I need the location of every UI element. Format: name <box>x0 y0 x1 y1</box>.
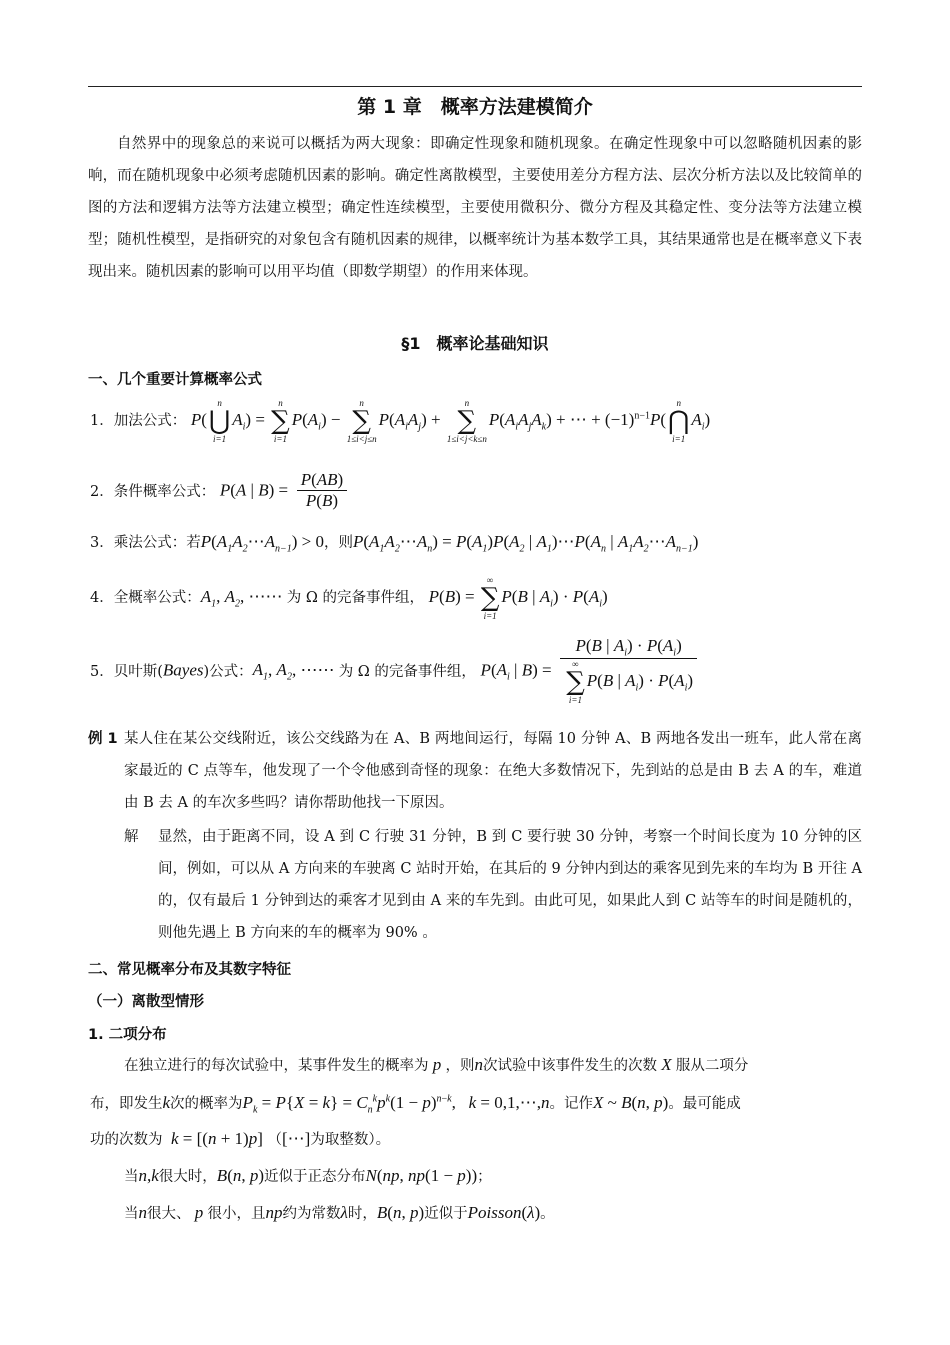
text: 在独立进行的每次试验中，某事件发生的概率为 <box>124 1058 429 1074</box>
text: ，则 <box>445 1058 475 1074</box>
text: 很小，且 <box>207 1206 266 1222</box>
text: 近似于 <box>424 1206 468 1222</box>
binomial-line-2: 布，即发生k次的概率为$P_k = P\{X = k\} = C_n^kp^k(1 - p)^{n-k}$, k = 0,1,⋯,n。记作X ~ B(n, p)。最可能成 <box>90 1093 741 1116</box>
formula-label: 3．乘法公式：若 <box>90 535 201 551</box>
binomial-line-5: 当n很大、 p 很小，且np约为常数λ时，B(n, p)近似于Poisson(λ)。 <box>124 1203 555 1222</box>
heading-distributions: 二、常见概率分布及其数字特征 <box>88 962 291 978</box>
formula-conditional: 2．条件概率公式： P(A | B) = $\frac{P(AB)}{P(B)}$ <box>90 470 351 511</box>
text: 当 <box>124 1169 139 1185</box>
heading-binomial: 1. 二项分布 <box>88 1027 167 1043</box>
text: 次的概率为 <box>170 1096 243 1112</box>
text: 服从二项分 <box>675 1058 749 1074</box>
formula-label: 4．全概率公式： <box>90 590 201 606</box>
formula-addition: 1．加法公式： P( n ⋃ i=1 $A_i$) = n ∑ i=1 $P(A_i)$ − n ∑ 1≤i<j≤n $P(A_iA_j)$ + n ∑ 1≤i<j<k≤n $P(A_iA_jA_k)$ + ⋯ + $(-1)^{n-1}P$( n ⋂ i=1 $A_i$) <box>90 398 711 444</box>
solution-label: 解 <box>124 829 139 845</box>
text: 。最可能成 <box>668 1096 741 1112</box>
binomial-line-3: 功的次数为 k = [(n + 1)p] （[⋯]为取整数）。 <box>90 1129 391 1148</box>
example-body: 某人住在某公交线附近，该公交线路为在 A、B 两地间运行，每隔 10 分钟 A、B 两地各发出一班车，此人常在离家最近的 C 点等车，他发现了一个令他感到奇怪的现象：在绝大多数情况下，先到站的总是由 B 去 A 的车，难道由 B 去 A 的车次多些吗？请你帮助他找一下原因。 <box>124 731 862 811</box>
heading-formulas: 一、几个重要计算概率公式 <box>88 372 262 388</box>
formula-text: 为 Ω 的完备事件组， <box>286 590 425 606</box>
text: 当 <box>124 1206 139 1222</box>
binomial-line-1: 在独立进行的每次试验中，某事件发生的概率为 p ，则n次试验中该事件发生的次数 X 服从二项分 <box>124 1055 749 1074</box>
text: 布，即发生 <box>90 1096 163 1112</box>
text: 约为常数 <box>282 1206 341 1222</box>
text: 。记作 <box>549 1096 593 1112</box>
formula-text: 为 Ω 的完备事件组， <box>338 664 476 681</box>
text: 次试验中该事件发生的次数 <box>483 1058 657 1074</box>
formula-label: 5．贝叶斯( <box>90 664 163 681</box>
formula-multiplication: 3．乘法公式：若$P(A_1A_2\cdots A_{n-1}) > 0$，则$P(A_1A_2\cdots A_n) = P(A_1)P(A_2$ | $A_1)\cdots P(A_n$ | $A_1A_2\cdots A_{n-1}$) <box>90 532 699 555</box>
text: 很大时， <box>158 1169 217 1185</box>
text: 。 <box>540 1206 555 1222</box>
formula-total-probability: 4．全概率公式：$A_1$, $A_2$, ⋯⋯ 为 Ω 的完备事件组， P(B) = ∞ ∑ i=1 P(B | $A_i) \cdot P(A_i)$ <box>90 575 608 621</box>
chapter-title: 第 1 章 概率方法建模简介 <box>357 96 593 118</box>
solution-text: 显然，由于距离不同，设 A 到 C 行驶 31 分钟，B 到 C 要行驶 30 分钟，考察一个时间长度为 10 分钟的区间，例如，可以从 A 方向来的车驶离 C 站时开始，在其后的 9 分钟内到达的乘客见到先来的车均为 B 开往 A 的，仅有最后 1 分钟到达的乘客才见到由 A 来的车先到。由此可见，如果此人到 C 站等车的时间是随机的，则他先遇上 B 方向来的车的概率为 90% 。 <box>158 829 862 941</box>
text: 近似于正态分布 <box>264 1169 366 1185</box>
formula-label: 2．条件概率公式： <box>90 484 216 500</box>
text: （ <box>267 1132 282 1148</box>
formula-label-2: )公式： <box>203 664 253 681</box>
formula-then: ，则 <box>323 535 353 551</box>
intro-paragraph: 自然界中的现象总的来说可以概括为两大现象：即确定性现象和随机现象。在确定性现象中可以忽略随机因素的影响，而在随机现象中必须考虑随机因素的影响。确定性离散模型，主要使用差分方程方法、层次分析方法以及比较简单的图的方法和逻辑方法等方法建立模型；确定性连续模型，主要使用微积分、微分方程及其稳定性、变分法等方法建立模型；随机性模型，是指研究的对象包含有随机因素的规律，以概率统计为基本数学工具，其结果通常也是在概率意义下表现出来。随机因素的影响可以用平均值（即数学期望）的作用来体现。 <box>88 136 862 280</box>
text: ； <box>477 1169 492 1185</box>
example-1-text <box>124 723 862 819</box>
formula-label: 1．加法公式： <box>90 413 187 429</box>
text: 功的次数为 <box>90 1132 163 1148</box>
bayes-name: Bayes <box>162 660 204 680</box>
formula-bayes: 5．贝叶斯(Bayes)公式：$A_1$, $A_2$, ⋯⋯ 为 Ω 的完备事件组， $P(A_i$ | B) = P(B | $A_i) \cdot P(A_i)$ ∞ ∑ i=1 P(B | $A_i) \cdot P(A_i)$ <box>90 636 701 705</box>
section-title: §1 概率论基础知识 <box>401 334 549 353</box>
text: 很大、 <box>147 1206 191 1222</box>
heading-discrete: （一）离散型情形 <box>88 994 204 1010</box>
example-label: 例 1 <box>88 731 118 747</box>
text: 为取整数）。 <box>310 1132 391 1148</box>
top-rule <box>88 86 862 87</box>
binomial-line-4: 当n,k很大时，B(n, p)近似于正态分布N(np, np(1 − p))； <box>124 1166 492 1185</box>
text: 时， <box>347 1206 377 1222</box>
